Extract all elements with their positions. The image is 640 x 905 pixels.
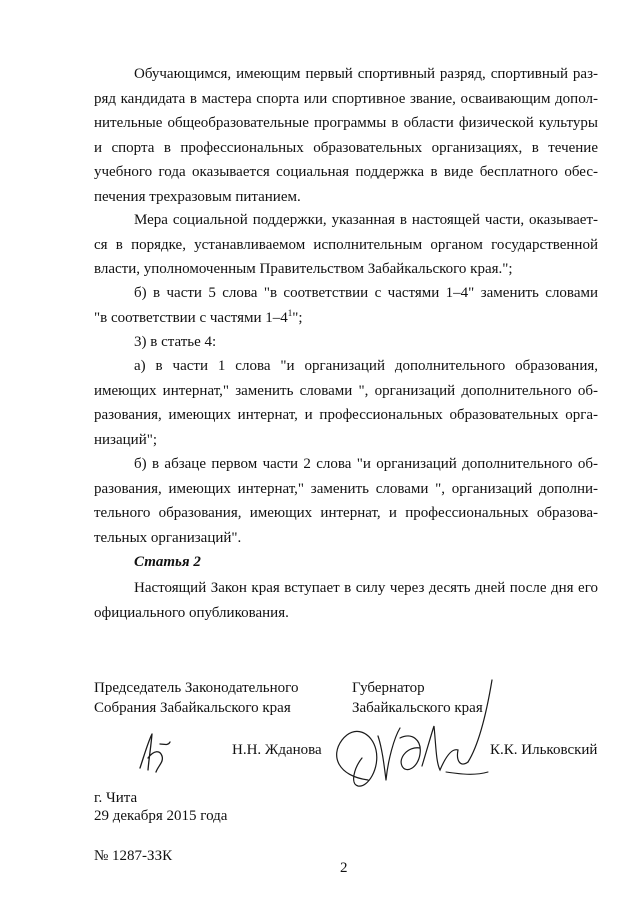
text-line: Настоящий Закон края вступает в силу через десять дней после дня его [134, 580, 598, 596]
paragraph-support-procedure [94, 208, 598, 282]
left-signer-title-line2: Собрания Забайкальского края [94, 700, 291, 716]
city: г. Чита [94, 790, 138, 806]
left-signer-title-line1: Председатель Законодательного [94, 680, 299, 696]
right-signer-title-line1: Губернатор [352, 680, 425, 696]
text-line: б) в части 5 слова "в соответствии с частями 1–4" заменить словами [134, 285, 598, 301]
text-line: печения трехразовым питанием. [94, 188, 301, 205]
text-line [94, 306, 598, 331]
text-line: а) в части 1 слова "и организаций дополнительного образования, [134, 358, 598, 374]
signing-date: 29 декабря 2015 года [94, 808, 228, 824]
article-2-heading: Статья 2 [134, 554, 201, 570]
page-number: 2 [340, 860, 348, 876]
text-line: низаций"; [94, 431, 158, 448]
right-signature-image [328, 676, 498, 794]
text-line: власти, уполномоченным Правительством Забайкальского края."; [94, 261, 513, 277]
text-line: б) в абзаце первом части 2 слова "и организаций дополнительного об- [134, 456, 598, 472]
paragraph-social-support-athletes [94, 62, 598, 209]
text-line: нительные общеобразовательные программы в области физической культуры [94, 115, 598, 131]
text-line: ряд кандидата в мастера спорта или спортивное звание, осваивающим допол- [94, 90, 598, 107]
text-line: имеющих интернат," заменить словами ", организаций дополнительного об- [94, 382, 598, 399]
text-line: и спорта в профессиональных образовательных организациях, в течение [94, 139, 598, 156]
text-line: 3) в статье 4: [134, 334, 217, 350]
text-fragment: "; [292, 309, 303, 326]
paragraph-part5-amendment [94, 281, 598, 330]
superscript: 1 [287, 307, 293, 318]
paragraph-article4-intro [94, 330, 598, 355]
text-line: разования, имеющих интернат, и профессиональных образовательных орга- [94, 407, 598, 423]
paragraph-entry-into-force [94, 576, 598, 625]
law-number: № 1287-ЗЗК [94, 848, 173, 864]
text-line: учебного года оказывается социальная поддержка в виде бесплатного обес- [94, 164, 598, 180]
right-signer-title-line2: Забайкальского края [352, 700, 483, 716]
left-signature-image [130, 728, 180, 776]
text-line: тельного образования, имеющих интернат, и профессиональных образова- [94, 505, 598, 521]
right-signer-name: К.К. Ильковский [490, 742, 598, 758]
text-line: Мера социальной поддержки, указанная в настоящей части, оказывает- [134, 212, 598, 228]
text-line: официального опубликования. [94, 604, 289, 621]
text-line: тельных организаций". [94, 529, 242, 546]
left-signer-name: Н.Н. Жданова [232, 742, 322, 758]
text-line: разования, имеющих интернат," заменить словами ", организаций дополни- [94, 480, 598, 497]
paragraph-part1-amendment [94, 354, 598, 452]
text-fragment: "в соответствии с частями 1–4 [94, 309, 288, 326]
text-line: ся в порядке, устанавливаемом исполнительным органом государственной [94, 236, 598, 253]
text-line: Обучающимся, имеющим первый спортивный разряд, спортивный раз- [134, 66, 598, 82]
paragraph-part2-amendment [94, 452, 598, 550]
